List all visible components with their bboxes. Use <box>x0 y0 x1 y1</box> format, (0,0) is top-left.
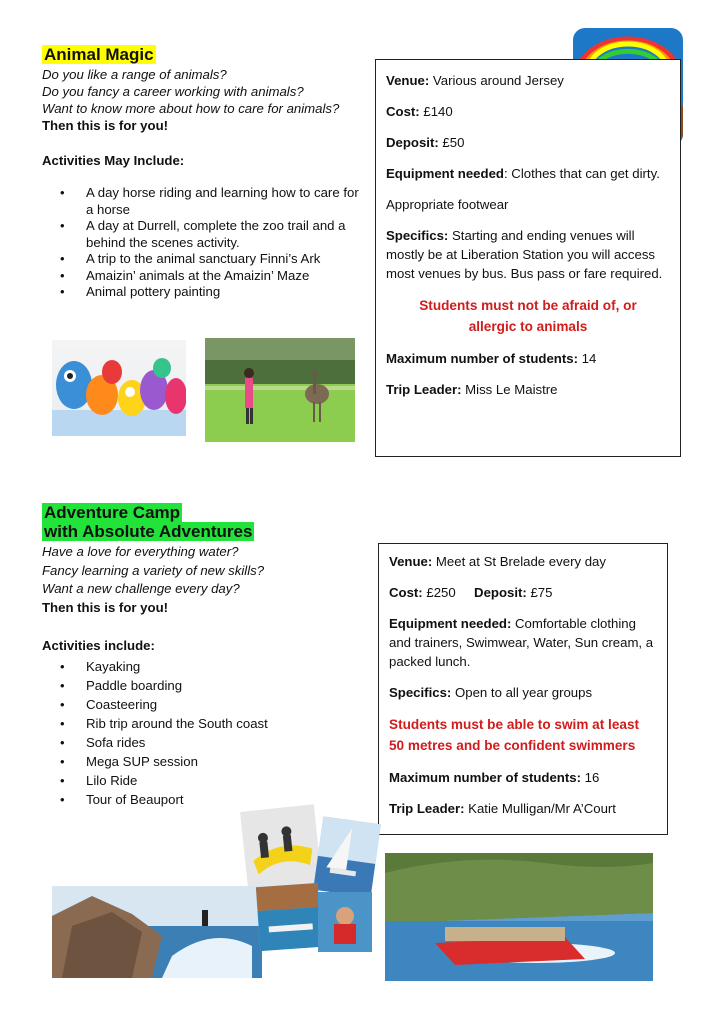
swimmer-photo <box>318 892 372 952</box>
question-3: Want a new challenge every day? <box>42 581 240 596</box>
list-item: • Kayaking <box>42 657 372 676</box>
list-item: • Mega SUP session <box>42 752 372 771</box>
equipment-line: Equipment needed: Clothes that can get dirty. <box>386 166 660 181</box>
list-item: • Animal pottery painting <box>42 284 367 301</box>
warning-text: Students must not be afraid of, or allergic to animals <box>419 298 637 334</box>
activities-list <box>42 185 367 301</box>
banana-boat-photo <box>240 804 322 889</box>
activities-heading: Activities May Include: <box>42 153 185 168</box>
list-item: • A day horse riding and learning how to care for a horse <box>42 185 367 218</box>
question-2: Fancy learning a variety of new skills? <box>42 562 265 578</box>
adventure-title-line1: Adventure Camp <box>44 503 181 522</box>
animal-magic-title: Animal Magic <box>44 45 154 64</box>
max-students-line: Maximum number of students: 14 <box>386 351 597 366</box>
cost-deposit-line: Cost: £250 Deposit: £75 <box>389 585 553 600</box>
animal-magic-intro <box>42 45 367 301</box>
adventure-camp-info-box <box>378 543 668 835</box>
rib-ride-photo <box>385 853 653 981</box>
adventure-title-line2: with Absolute Adventures <box>44 522 253 541</box>
warning-text: Students must be able to swim at least 50 metres and be confident swimmers <box>389 717 640 753</box>
deposit-line: Deposit: £50 <box>386 135 465 150</box>
footwear-line: Appropriate footwear <box>386 197 509 212</box>
field-emu-photo <box>205 338 355 442</box>
venue-line: Venue: Meet at St Brelade every day <box>389 554 606 569</box>
venue-line: Venue: Various around Jersey <box>386 73 564 88</box>
list-item: • Sofa rides <box>42 733 372 752</box>
pottery-animals-photo <box>52 340 186 436</box>
question-2: Do you fancy a career working with animals? <box>42 84 304 99</box>
sailing-photo <box>313 816 381 897</box>
animal-magic-info-box <box>375 59 681 457</box>
cost-line: Cost: £140 <box>386 104 453 119</box>
question-3: Want to know more about how to care for animals? <box>42 101 340 116</box>
specifics-line: Specifics: Starting and ending venues will mostly be at Liberation Station you will access most venues by bus. Bus pass or fare required. <box>386 228 663 281</box>
activities-heading: Activities include: <box>42 638 155 653</box>
list-item: • Coasteering <box>42 695 372 714</box>
list-item: • Tour of Beauport <box>42 790 372 809</box>
paddleboard-photo <box>256 883 322 951</box>
question-1: Have a love for everything water? <box>42 544 239 559</box>
trip-leader-line: Trip Leader: Miss Le Maistre <box>386 382 558 397</box>
question-1: Do you like a range of animals? <box>42 67 227 82</box>
list-item: • Amaizin’ animals at the Amaizin’ Maze <box>42 268 367 285</box>
adventure-camp-intro <box>42 503 372 809</box>
list-item: • Lilo Ride <box>42 771 372 790</box>
coasteering-photo <box>52 886 262 978</box>
max-students-line: Maximum number of students: 16 <box>389 770 600 785</box>
list-item: • Rib trip around the South coast <box>42 714 372 733</box>
equipment-line: Equipment needed: Comfortable clothing and trainers, Swimwear, Water, Sun cream, a packed lunch. <box>389 616 654 669</box>
activities-list <box>42 657 372 809</box>
specifics-line: Specifics: Open to all year groups <box>389 685 593 700</box>
call-to-action: Then this is for you! <box>42 599 169 615</box>
list-item: • Paddle boarding <box>42 676 372 695</box>
list-item: • A day at Durrell, complete the zoo trail and a behind the scenes activity. <box>42 218 367 251</box>
list-item: • A trip to the animal sanctuary Finni’s Ark <box>42 251 367 268</box>
trip-leader-line: Trip Leader: Katie Mulligan/Mr A’Court <box>389 801 616 816</box>
call-to-action: Then this is for you! <box>42 118 169 133</box>
